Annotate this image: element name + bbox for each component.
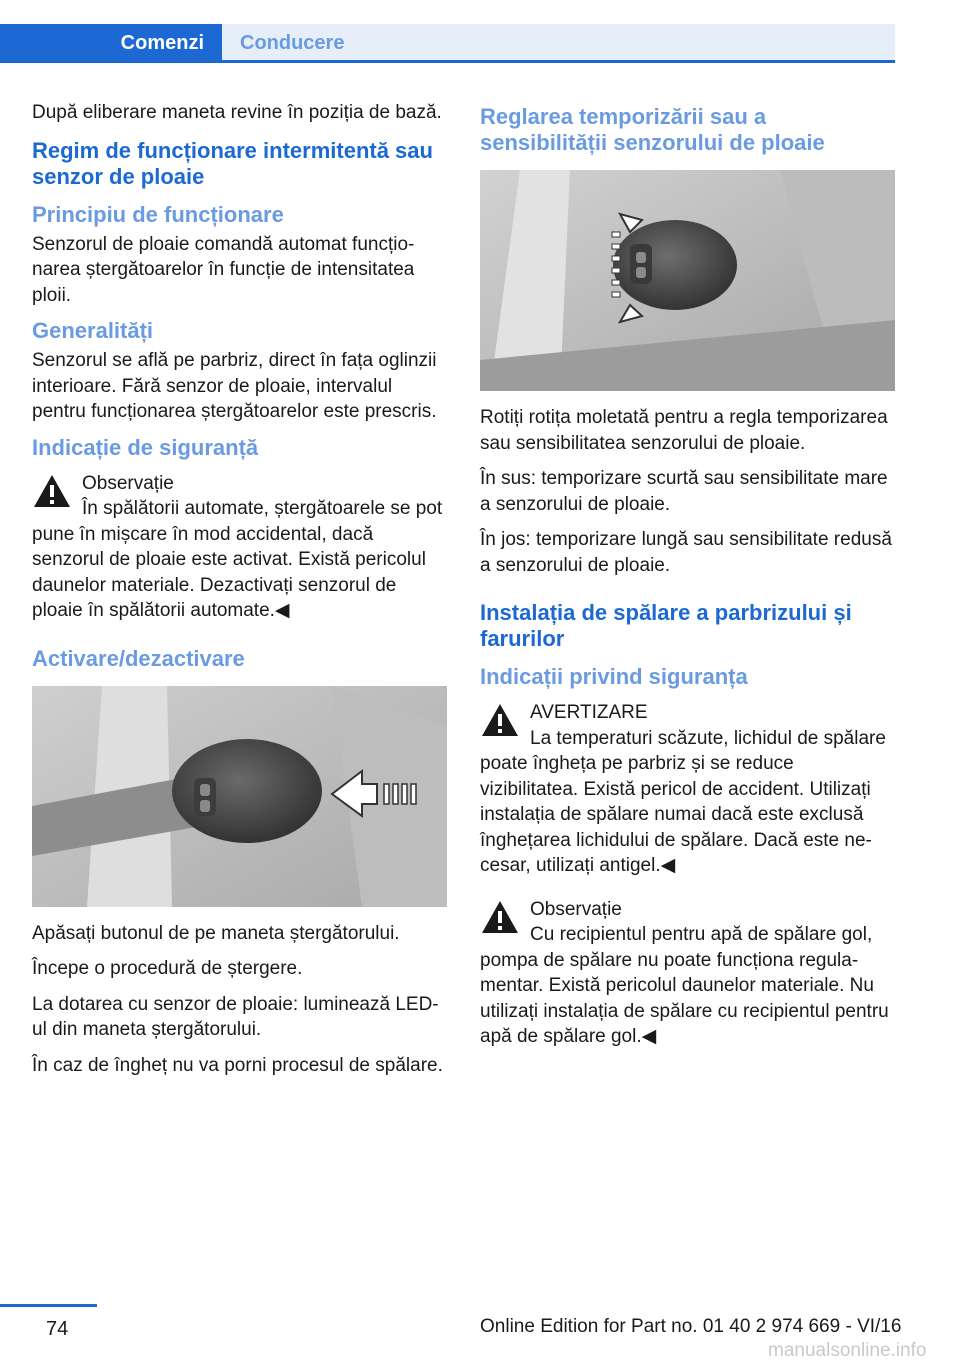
notice-text: În spălătorii automate, ștergătoarele se pot pune în mișcare în mod accidental, dacă senzorul de ploaie este activat. Există pericolul daunelor materiale. Dezactivați senzorul de ploaie în spălătorii automate.◀ [32,498,443,621]
reglare-paragraph-1: Rotiți rotița moletată pentru a regla temporizarea sau sensibilitatea senzorului de ploaie. [480,407,888,454]
principiu-paragraph: Senzorul de ploaie comandă automat funcționarea ștergătoarelor în funcție de intensitatea ploii. [32,233,415,306]
section-heading-intermittent: Regim de funcționare intermitentă sau senzor de ploaie [32,137,433,189]
wiper-stalk-push-image [32,686,447,907]
activare-step-1: Apăsați butonul de pe maneta ștergătorului. [32,922,400,944]
warning-triangle-icon [480,899,520,935]
notice-label: Observație [82,472,174,494]
heading-siguranta: Indicație de siguranță [32,434,259,460]
wiper-button-illustration [32,686,447,907]
warning-text: La temperaturi scăzute, lichidul de spălare poate îngheța pe parbriz și se reduce vizibilitatea. Există pericol de accident. Utilizați instalația de spălare numai dacă este exclusă înghețarea lichidului de spălare. Dacă este necesar, utilizați antigel.◀ [480,727,886,876]
heading-principiu: Principiu de funcționare [32,201,284,227]
warning-box [480,700,896,879]
wiper-wheel-illustration [480,170,895,391]
right-column [480,100,896,1060]
heading-generalitati: Generalități [32,318,154,343]
warning-triangle-icon [480,702,520,738]
notice-text-2: Cu recipientul pentru apă de spălare gol, pompa de spălare nu poate funcționa regulamentar. Există pericolul daunelor materiale. Nu utilizați instalația de spălare cu recipientul pentru apă de spălare gol.◀ [480,924,889,1047]
wiper-stalk-wheel-image [480,170,895,391]
tab-underline [0,60,895,63]
heading-reglare: Reglarea temporizării sau a sensibilității senzorului de ploaie [480,104,825,155]
heading-activare: Activare/dezactivare [32,645,245,671]
tab-comenzi[interactable]: Comenzi [0,24,222,62]
heading-indicatii: Indicații privind siguranța [480,664,748,689]
left-column [32,100,448,1088]
chapter-tabbar [0,24,895,62]
watermark-text: manualsonline.info [768,1340,927,1361]
footer-rule [0,1304,97,1307]
page-number: 74 [46,1318,69,1340]
activare-step-3: La dotarea cu senzor de ploaie: luminează LED-ul din maneta ștergătorului. [32,993,439,1040]
reglare-paragraph-3: În jos: temporizare lungă sau sensibilitate redusă a senzorului de ploaie. [480,529,892,576]
activare-step-2: Începe o procedură de ștergere. [32,958,303,979]
edition-note: Online Edition for Part no. 01 40 2 974 669 - VI/16 [480,1316,902,1337]
tab-conducere[interactable]: Conducere [222,24,895,62]
generalitati-paragraph: Senzorul se află pe parbriz, direct în fața oglinzii interioare. Fără senzor de ploaie, intervalul pentru funcționarea ștergătoarelor este prescris. [32,350,437,422]
notice-label-2: Observație [530,898,622,920]
section-heading-instalatia: Instalația de spălare a parbrizului și farurilor [480,600,852,651]
notice-box-2 [480,897,896,1050]
reglare-paragraph-2: În sus: temporizare scurtă sau sensibilitate mare a senzorului de ploaie. [480,468,888,515]
intro-paragraph: După eliberare maneta revine în poziția de bază. [32,102,442,123]
warning-triangle-icon [32,473,72,509]
notice-box [32,471,448,624]
warning-label: AVERTIZARE [530,702,648,723]
activare-step-4: În caz de îngheț nu va porni procesul de spălare. [32,1054,443,1076]
